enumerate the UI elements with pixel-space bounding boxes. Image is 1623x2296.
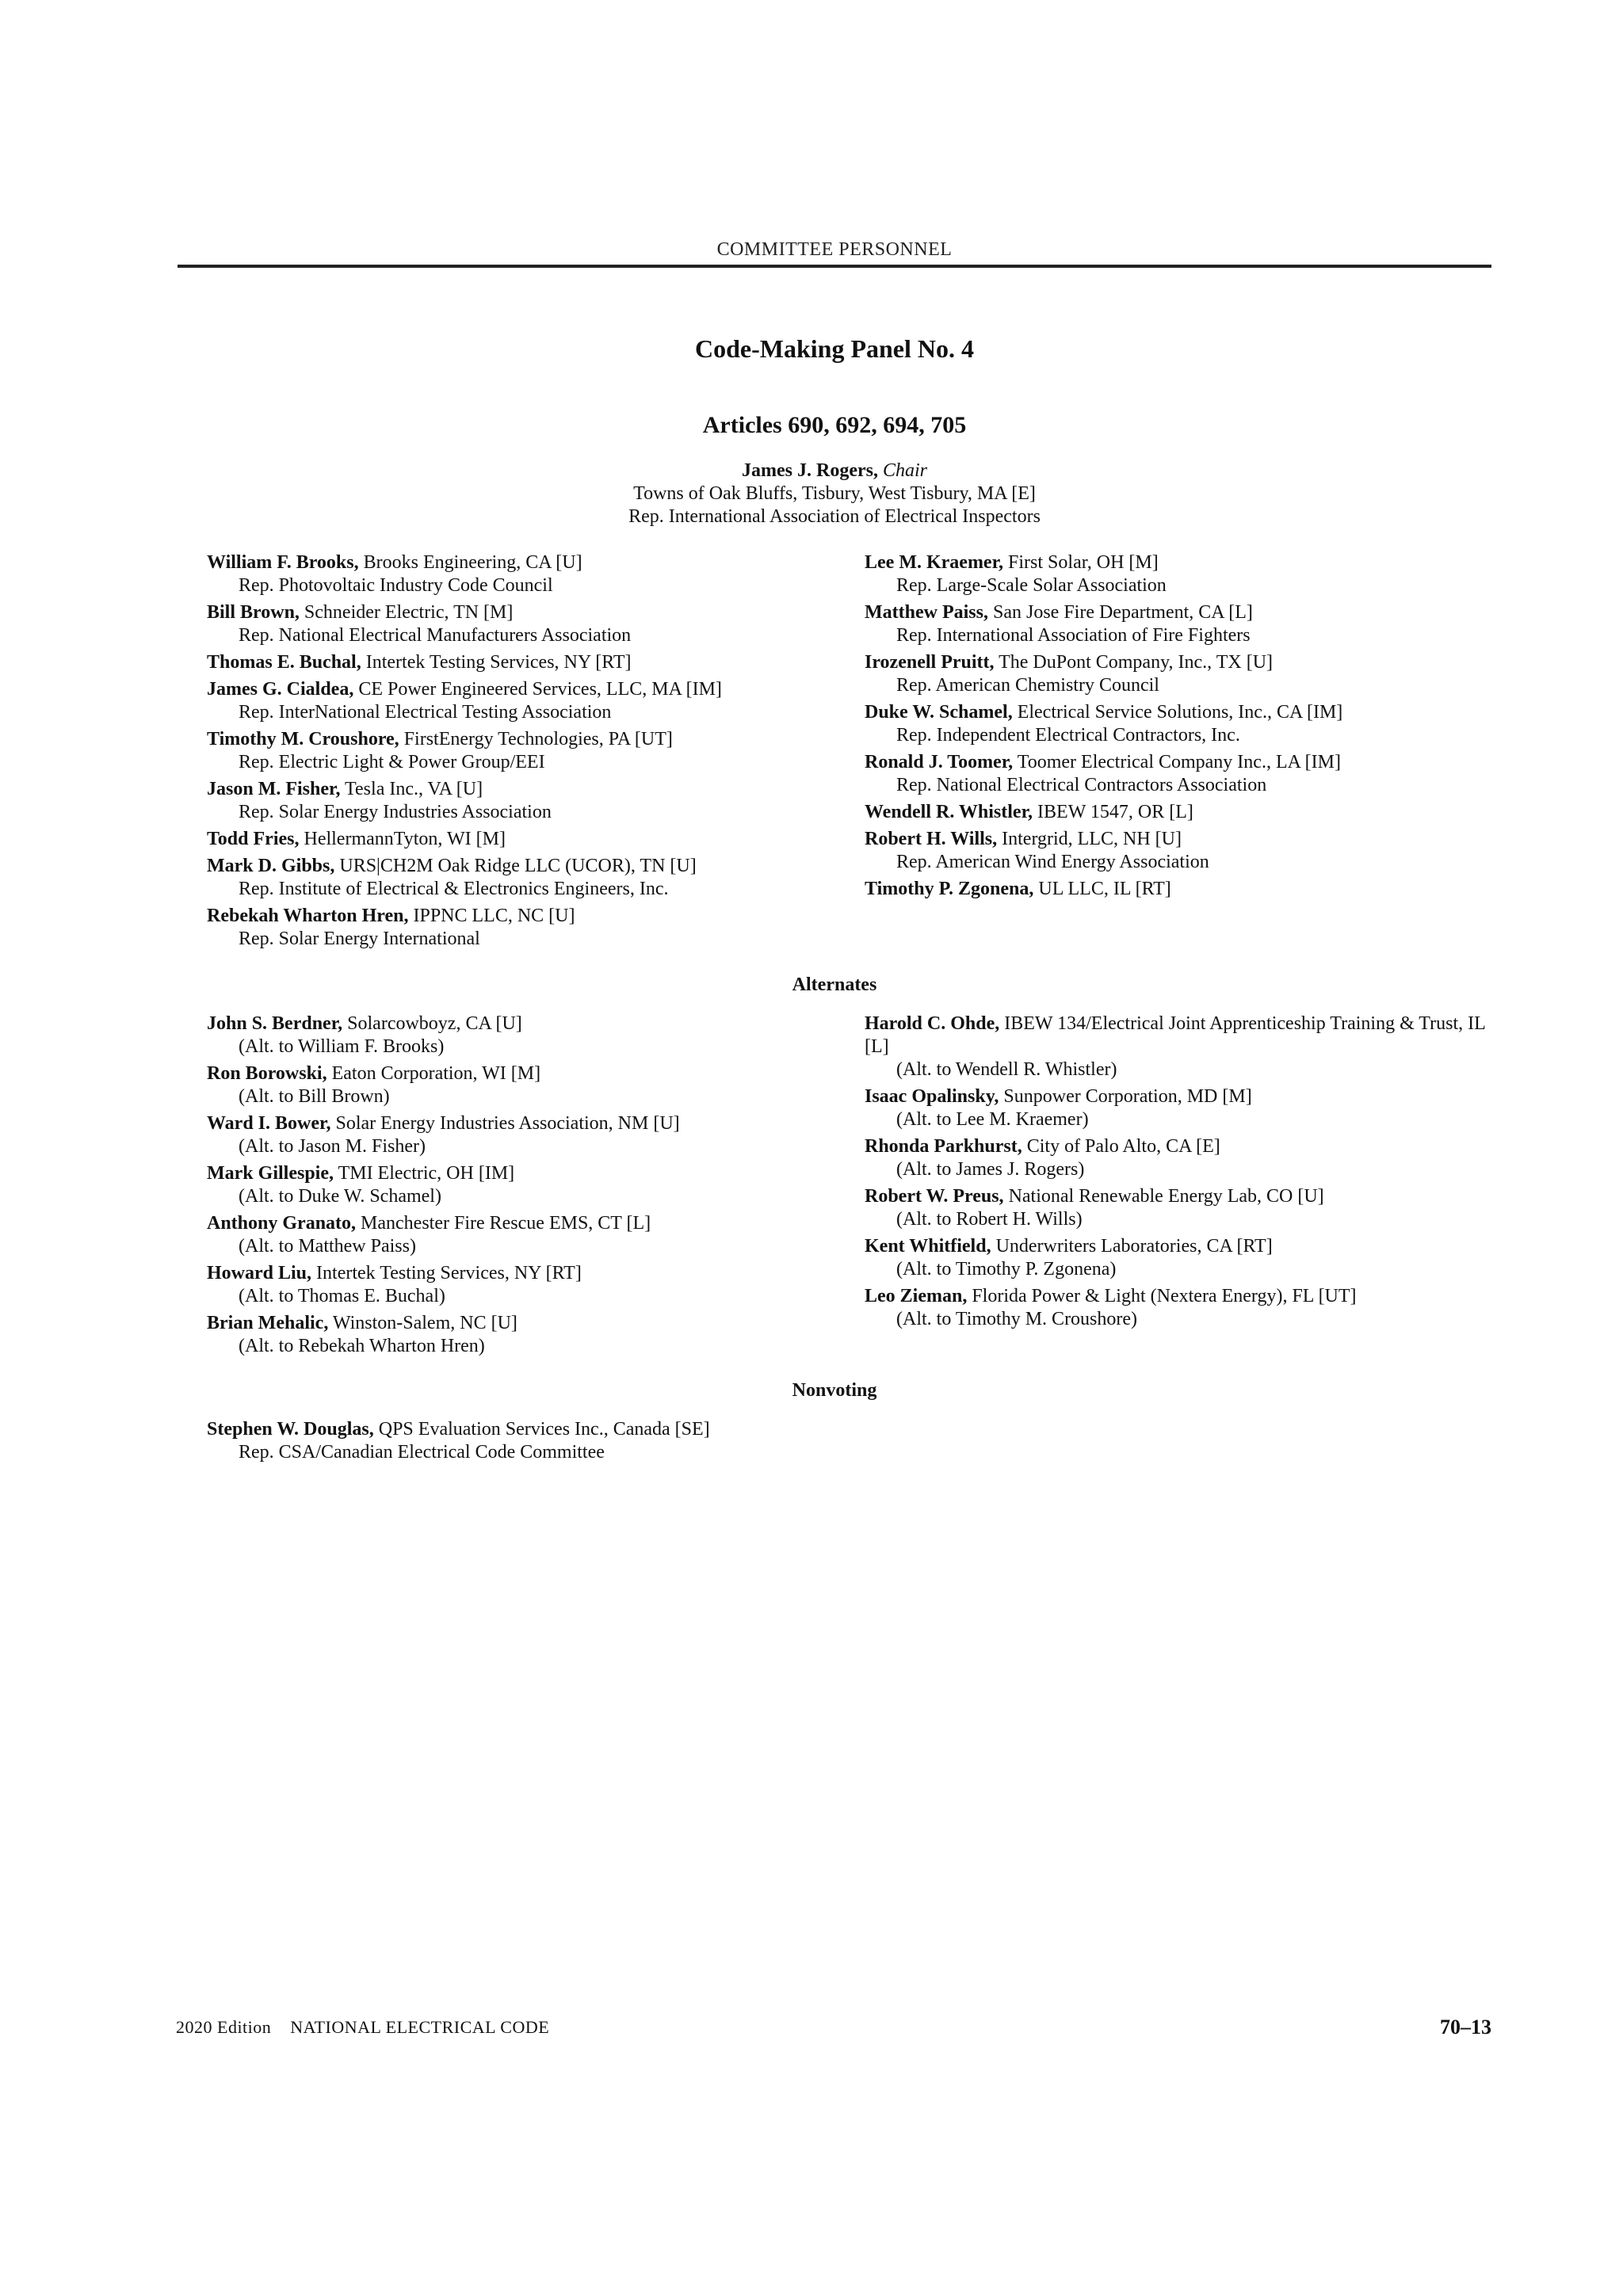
member-entry <box>865 551 1499 597</box>
alternate-name: Brian Mehalic, <box>207 1313 329 1333</box>
alternate-to: (Alt. to Matthew Paiss) <box>239 1236 416 1257</box>
nonvoting-info: QPS Evaluation Services Inc., Canada [SE] <box>378 1419 710 1440</box>
chair-line <box>178 460 1491 482</box>
member-entry <box>865 701 1499 747</box>
member-name: Lee M. Kraemer, <box>865 552 1004 573</box>
member-info: San Jose Fire Department, CA [L] <box>992 602 1253 623</box>
member-info: First Solar, OH [M] <box>1008 552 1159 573</box>
alternate-entry <box>865 1135 1499 1181</box>
header-rule <box>178 265 1491 268</box>
members-left-column <box>207 551 809 955</box>
alternate-to: (Alt. to Lee M. Kraemer) <box>896 1109 1089 1130</box>
alternate-name: Harold C. Ohde, <box>865 1013 1000 1034</box>
member-name: Mark D. Gibbs, <box>207 856 335 876</box>
alternate-info: TMI Electric, OH [IM] <box>338 1163 515 1184</box>
alternate-to: (Alt. to Timothy M. Croushore) <box>896 1309 1138 1329</box>
alternate-name: John S. Berdner, <box>207 1013 343 1034</box>
alternate-to: (Alt. to Thomas E. Buchal) <box>239 1286 445 1306</box>
alternate-info: Manchester Fire Rescue EMS, CT [L] <box>361 1213 651 1234</box>
panel-title: Code-Making Panel No. 4 <box>695 334 974 363</box>
member-rep: Rep. Independent Electrical Contractors, Inc. <box>896 725 1240 746</box>
chair-name: James J. Rogers, <box>742 460 878 481</box>
chair-rep: Rep. International Association of Electrical Inspectors <box>628 506 1041 527</box>
alternates-right-column <box>865 1013 1499 1335</box>
member-entry <box>207 778 809 824</box>
chair-affiliation: Towns of Oak Bluffs, Tisbury, West Tisbury, MA [E] <box>633 483 1036 504</box>
alternate-entry <box>865 1185 1499 1231</box>
member-name: Robert H. Wills, <box>865 829 998 849</box>
alternate-to: (Alt. to Timothy P. Zgonena) <box>896 1259 1117 1280</box>
alternate-entry <box>865 1085 1499 1131</box>
member-rep: Rep. Electric Light & Power Group/EEI <box>239 752 545 772</box>
alternate-info: Solarcowboyz, CA [U] <box>347 1013 522 1034</box>
member-name: Todd Fries, <box>207 829 300 849</box>
footer-code-name: NATIONAL ELECTRICAL CODE <box>290 2017 550 2037</box>
member-info: Tesla Inc., VA [U] <box>345 779 483 799</box>
alternate-name: Ron Borowski, <box>207 1063 327 1084</box>
member-name: Rebekah Wharton Hren, <box>207 906 409 926</box>
alternate-entry <box>207 1062 809 1108</box>
alternate-info: National Renewable Energy Lab, CO [U] <box>1008 1186 1324 1207</box>
member-name: Timothy M. Croushore, <box>207 729 399 749</box>
member-entry <box>865 601 1499 647</box>
alternate-name: Ward I. Bower, <box>207 1113 331 1134</box>
alternate-to: (Alt. to Robert H. Wills) <box>896 1209 1083 1230</box>
member-info: FirstEnergy Technologies, PA [UT] <box>403 729 673 749</box>
nonvoting-heading: Nonvoting <box>792 1380 877 1401</box>
member-rep: Rep. International Association of Fire Fighters <box>896 625 1251 646</box>
member-info: CE Power Engineered Services, LLC, MA [IM] <box>358 679 722 700</box>
nonvoting-rep: Rep. CSA/Canadian Electrical Code Committee <box>239 1442 605 1463</box>
alternate-info: Underwriters Laboratories, CA [RT] <box>995 1236 1273 1257</box>
member-info: Toomer Electrical Company Inc., LA [IM] <box>1017 752 1341 772</box>
member-info: Brooks Engineering, CA [U] <box>363 552 582 573</box>
member-name: Thomas E. Buchal, <box>207 652 361 673</box>
footer-edition: 2020 Edition <box>176 2017 272 2037</box>
member-info: Schneider Electric, TN [M] <box>304 602 514 623</box>
member-rep: Rep. Large-Scale Solar Association <box>896 575 1167 596</box>
chair-block <box>178 460 1491 528</box>
alternate-entry <box>207 1312 809 1358</box>
member-name: Jason M. Fisher, <box>207 779 341 799</box>
member-rep: Rep. National Electrical Manufacturers Association <box>239 625 632 646</box>
chair-role: Chair <box>882 460 927 481</box>
member-rep: Rep. American Wind Energy Association <box>896 852 1209 872</box>
member-info: URS|CH2M Oak Ridge LLC (UCOR), TN [U] <box>339 856 697 876</box>
member-rep: Rep. National Electrical Contractors Association <box>896 775 1267 795</box>
member-info: IBEW 1547, OR [L] <box>1037 802 1193 822</box>
member-info: Intergrid, LLC, NH [U] <box>1002 829 1182 849</box>
member-entry <box>207 551 809 597</box>
alternate-name: Isaac Opalinsky, <box>865 1086 999 1107</box>
member-info: Intertek Testing Services, NY [RT] <box>365 652 632 673</box>
member-entry <box>865 878 1499 901</box>
alternate-to: (Alt. to Duke W. Schamel) <box>239 1186 441 1207</box>
alternate-name: Anthony Granato, <box>207 1213 357 1234</box>
member-entry <box>207 678 809 724</box>
alternate-info: Intertek Testing Services, NY [RT] <box>316 1263 582 1283</box>
member-entry <box>207 601 809 647</box>
member-entry <box>207 651 809 674</box>
member-name: Wendell R. Whistler, <box>865 802 1033 822</box>
member-name: James G. Cialdea, <box>207 679 354 700</box>
alternate-name: Leo Zieman, <box>865 1286 968 1306</box>
member-rep: Rep. American Chemistry Council <box>896 675 1159 696</box>
alternate-entry <box>207 1112 809 1158</box>
member-entry <box>207 828 809 851</box>
member-entry <box>207 855 809 901</box>
member-entry <box>207 728 809 774</box>
member-info: IPPNC LLC, NC [U] <box>413 906 575 926</box>
alternate-info: Sunpower Corporation, MD [M] <box>1003 1086 1252 1107</box>
member-rep: Rep. Institute of Electrical & Electronics Engineers, Inc. <box>239 879 669 899</box>
footer-edition-block <box>176 2017 549 2038</box>
member-entry <box>207 905 809 951</box>
alternate-info: Solar Energy Industries Association, NM [U] <box>335 1113 680 1134</box>
alternate-name: Kent Whitfield, <box>865 1236 991 1257</box>
alternate-info: Winston-Salem, NC [U] <box>332 1313 517 1333</box>
alternate-name: Robert W. Preus, <box>865 1186 1004 1207</box>
alternate-info: City of Palo Alto, CA [E] <box>1026 1136 1220 1157</box>
members-right-column <box>865 551 1499 905</box>
member-entry <box>865 801 1499 824</box>
member-name: Bill Brown, <box>207 602 300 623</box>
member-rep: Rep. Photovoltaic Industry Code Council <box>239 575 553 596</box>
member-name: Ronald J. Toomer, <box>865 752 1014 772</box>
alternate-to: (Alt. to James J. Rogers) <box>896 1159 1085 1180</box>
alternates-heading: Alternates <box>792 974 877 995</box>
alternate-entry <box>865 1013 1499 1081</box>
member-entry <box>865 751 1499 797</box>
alternate-entry <box>207 1013 809 1058</box>
alternate-entry <box>207 1212 809 1258</box>
running-head: COMMITTEE PERSONNEL <box>716 239 953 260</box>
alternate-info: IBEW 134/Electrical Joint Apprenticeship Training & Trust, IL [L] <box>865 1013 1485 1057</box>
alternate-name: Mark Gillespie, <box>207 1163 334 1184</box>
alternate-entry <box>207 1262 809 1308</box>
alternate-info: Florida Power & Light (Nextera Energy), FL [UT] <box>972 1286 1357 1306</box>
nonvoting-name: Stephen W. Douglas, <box>207 1419 374 1440</box>
alternates-left-column <box>207 1013 809 1362</box>
member-rep: Rep. Solar Energy International <box>239 929 480 949</box>
member-info: Electrical Service Solutions, Inc., CA [IM] <box>1017 702 1343 723</box>
member-rep: Rep. Solar Energy Industries Association <box>239 802 552 822</box>
alternate-to: (Alt. to Bill Brown) <box>239 1086 390 1107</box>
alternate-to: (Alt. to William F. Brooks) <box>239 1036 445 1057</box>
alternate-to: (Alt. to Rebekah Wharton Hren) <box>239 1336 485 1356</box>
page-number: 70–13 <box>1440 2016 1491 2039</box>
alternate-entry <box>865 1235 1499 1281</box>
alternate-entry <box>207 1162 809 1208</box>
member-entry <box>865 828 1499 874</box>
alternate-info: Eaton Corporation, WI [M] <box>331 1063 541 1084</box>
alternate-entry <box>865 1285 1499 1331</box>
member-name: Timothy P. Zgonena, <box>865 879 1034 899</box>
alternate-name: Howard Liu, <box>207 1263 312 1283</box>
member-name: William F. Brooks, <box>207 552 359 573</box>
alternate-to: (Alt. to Wendell R. Whistler) <box>896 1059 1117 1080</box>
member-info: UL LLC, IL [RT] <box>1038 879 1171 899</box>
member-rep: Rep. InterNational Electrical Testing Association <box>239 702 612 723</box>
member-info: HellermannTyton, WI [M] <box>304 829 506 849</box>
nonvoting-entry <box>207 1418 809 1464</box>
alternate-name: Rhonda Parkhurst, <box>865 1136 1022 1157</box>
member-name: Matthew Paiss, <box>865 602 988 623</box>
nonvoting-column <box>207 1418 809 1468</box>
alternate-to: (Alt. to Jason M. Fisher) <box>239 1136 426 1157</box>
member-name: Irozenell Pruitt, <box>865 652 995 673</box>
articles-heading: Articles 690, 692, 694, 705 <box>702 412 967 438</box>
member-entry <box>865 651 1499 697</box>
member-info: The DuPont Company, Inc., TX [U] <box>999 652 1274 673</box>
member-name: Duke W. Schamel, <box>865 702 1013 723</box>
